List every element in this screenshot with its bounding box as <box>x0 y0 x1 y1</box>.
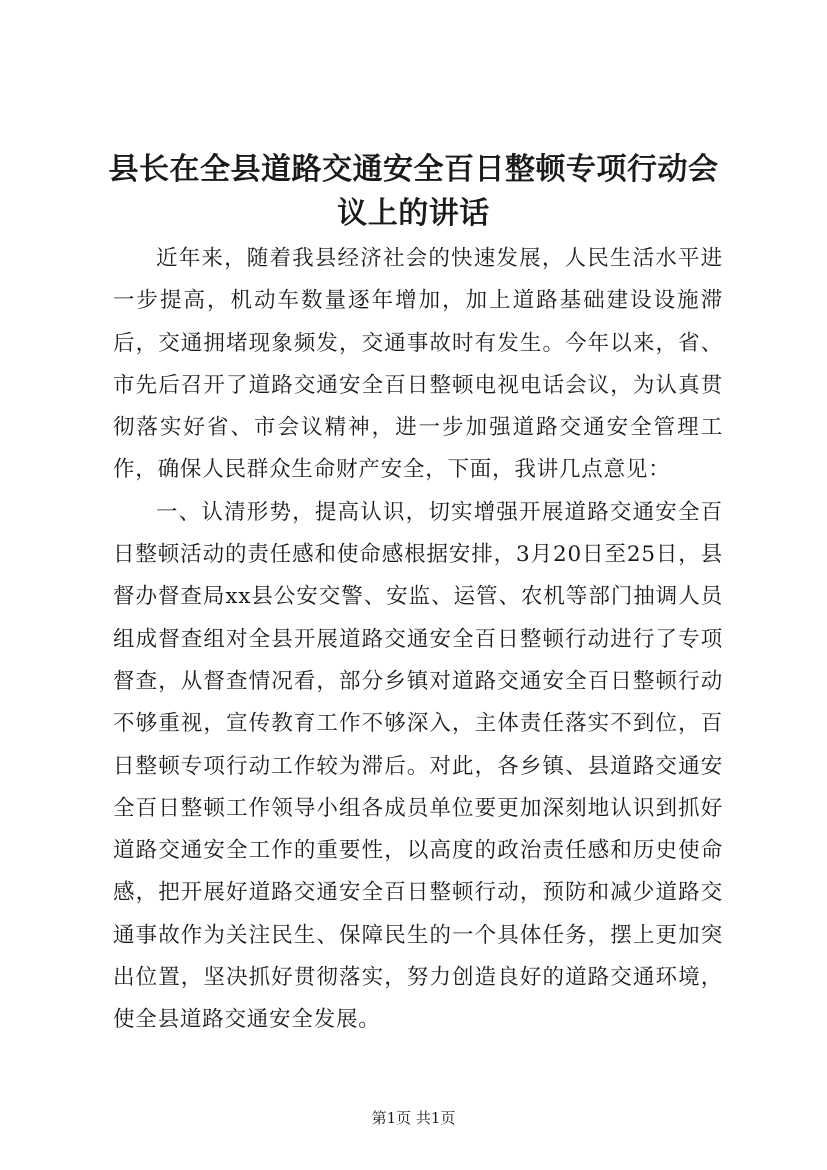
page-footer: 第1页 共1页 <box>371 1109 456 1127</box>
document-body <box>113 238 723 1042</box>
paragraph-intro: 近年来，随着我县经济社会的快速发展，人民生活水平进一步提高，机动车数量逐年增加，加上道路基础建设设施滞后，交通拥堵现象频发，交通事故时有发生。今年以来，省、市先后召开了道路交通安全百日整顿电视电话会议，为认真贯彻落实好省、市会议精神，进一步加强道路交通安全管理工作，确保人民群众生命财产安全，下面，我讲几点意见： <box>113 246 723 483</box>
document-title: 县长在全县道路交通安全百日整顿专项行动会议上的讲话 <box>108 152 719 231</box>
paragraph-section-one: 一、认清形势，提高认识，切实增强开展道路交通安全百日整顿活动的责任感和使命感根据安排，3月20日至25日，县督办督查局xx县公安交警、安监、运管、农机等部门抽调人员组成督查组对全县开展道路交通安全百日整顿行动进行了专项督查，从督查情况看，部分乡镇对道路交通安全百日整顿行动不够重视，宣传教育工作不够深入，主体责任落实不到位，百日整顿专项行动工作较为滞后。对此，各乡镇、县道路交通安全百日整顿工作领导小组各成员单位要更加深刻地认识到抓好道路交通安全工作的重要性，以高度的政治责任感和历史使命感，把开展好道路交通安全百日整顿行动，预防和减少道路交通事故作为关注民生、保障民生的一个具体任务，摆上更加突出位置，坚决抓好贯彻落实，努力创造良好的道路交通环境，使全县道路交通安全发展。 <box>113 499 723 1033</box>
